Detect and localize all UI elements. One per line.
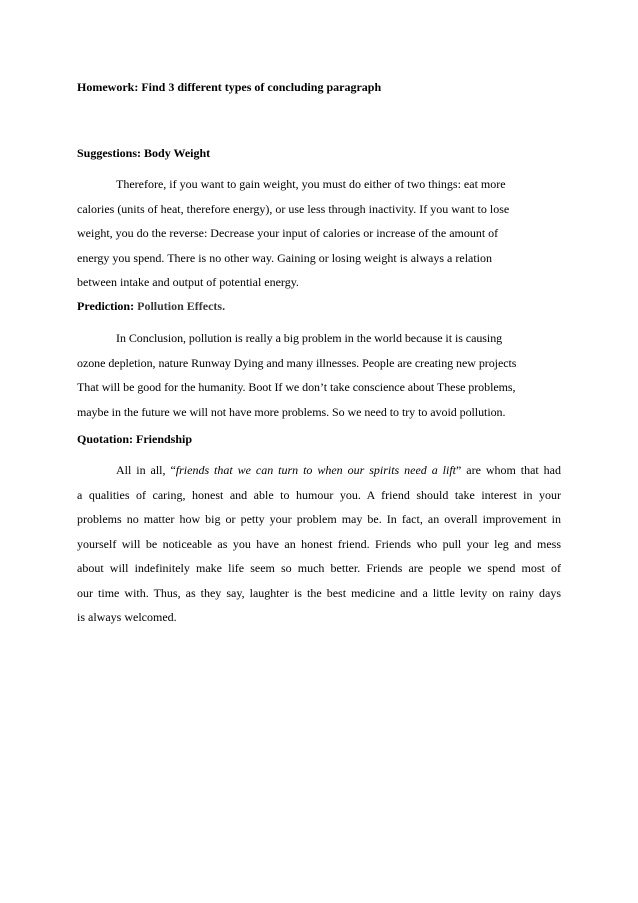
quotation-paragraph — [77, 458, 561, 630]
paragraph-line: a qualities of caring, honest and able to humour you. A friend should take interest in your — [77, 487, 561, 502]
paragraph-line: problems no matter how big or petty your problem may be. In fact, an overall improvement in — [77, 512, 561, 526]
prediction-paragraph — [77, 326, 561, 424]
quoted-text: friends that we can turn to when our spirits need a lift — [175, 463, 456, 477]
paragraph-line: energy you spend. There is no other way. Gaining or losing weight is always a relation — [77, 250, 493, 265]
paragraph-line: about will indefinitely make life seem so much better. Friends are people we spend most of — [77, 561, 561, 575]
paragraph-line: maybe in the future we will not have more problems. So we need to try to avoid pollution. — [77, 404, 506, 419]
paragraph-line: In Conclusion, pollution is really a big problem in the world because it is causing — [116, 331, 503, 345]
suggestions-paragraph — [77, 172, 561, 295]
suggestions-heading: Suggestions: Body Weight — [77, 146, 211, 160]
prediction-heading — [77, 298, 225, 314]
quote-prefix: All in all, “ — [116, 463, 176, 477]
paragraph-line: calories (units of heat, therefore energy), or use less through inactivity. If you want to lose — [77, 201, 510, 216]
paragraph-line: ozone depletion, nature Runway Dying and many illnesses. People are creating new projects — [77, 355, 517, 370]
paragraph-line: weight, you do the reverse: Decrease your input of calories or increase of the amount of — [77, 226, 499, 240]
prediction-heading-topic: Pollution Effects. — [137, 299, 226, 313]
quote-suffix: ” are whom that had — [456, 463, 562, 477]
paragraph-line: yourself will be noticeable as you have an honest friend. Friends who pull your leg and mess — [77, 536, 561, 551]
homework-heading: Homework: Find 3 different types of concluding paragraph — [77, 80, 382, 94]
paragraph-line: between intake and output of potential energy. — [77, 275, 299, 289]
quotation-heading: Quotation: Friendship — [77, 432, 193, 446]
paragraph-line: That will be good for the humanity. Boot If we don’t take conscience about These problems, — [77, 380, 516, 394]
paragraph-line — [77, 458, 561, 483]
paragraph-line: Therefore, if you want to gain weight, you must do either of two things: eat more — [116, 177, 506, 191]
paragraph-line: our time with. Thus, as they say, laughter is the best medicine and a little levity on rainy days — [77, 585, 561, 600]
paragraph-line: is always welcomed. — [77, 610, 177, 624]
prediction-heading-label: Prediction: — [77, 299, 135, 313]
